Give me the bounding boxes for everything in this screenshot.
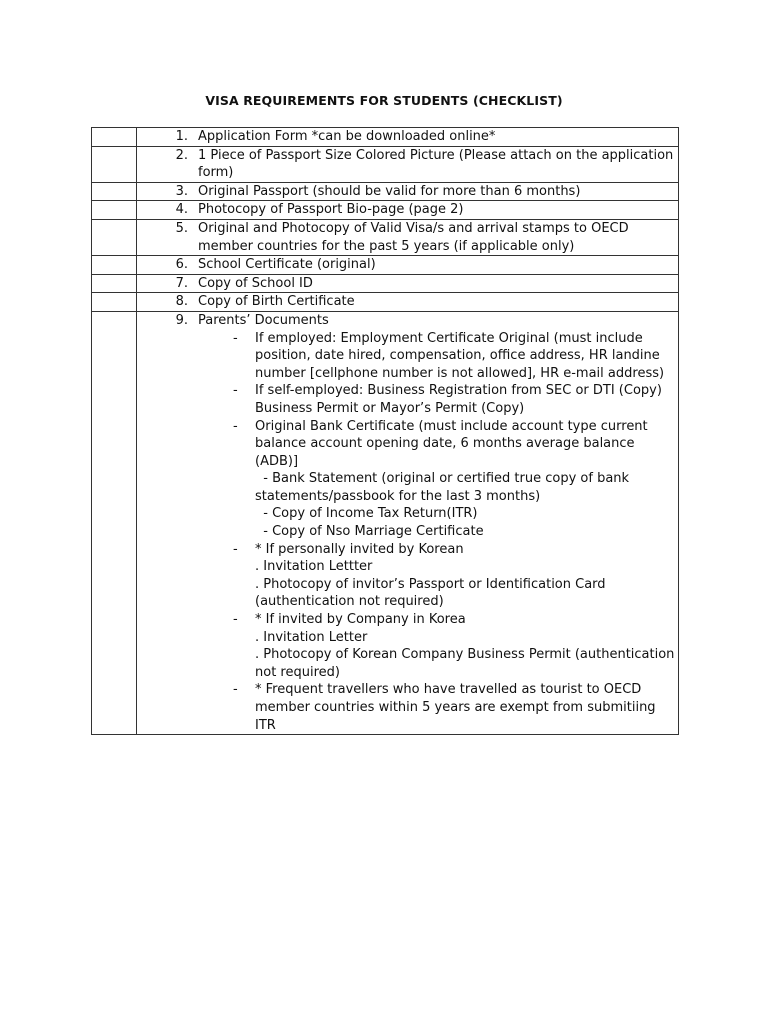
sub-item-bank-statement [137, 470, 678, 505]
item-cell [137, 128, 679, 147]
table-row [92, 293, 679, 312]
table-row [92, 274, 679, 293]
checkbox-cell[interactable] [92, 293, 137, 312]
item-number: 7. [175, 275, 188, 291]
sub-item-text: Original Bank Certificate (must include account type current balance account opening date, 6 months average balance (ADB)] [255, 418, 648, 469]
dash-bullet: - [233, 541, 238, 557]
checkbox-cell[interactable] [92, 182, 137, 201]
sub-item-invited-korean [137, 541, 678, 559]
checkbox-cell[interactable] [92, 311, 137, 734]
item-number: 8. [175, 294, 188, 310]
sub-item-text: . Photocopy of Korean Company Business Permit (authentication not required) [255, 647, 675, 680]
item-cell [137, 182, 679, 201]
sub-item-invitor-photocopy [137, 576, 678, 611]
item-text: School Certificate (original) [198, 257, 376, 273]
sub-item-text: . Photocopy of invitor’s Passport or Identification Card (authentication not required) [255, 576, 606, 610]
sub-item-text: - Bank Statement (original or certified true copy of bank statements/passbook for the last 3 months) [255, 471, 634, 504]
sub-item-text: . Invitation Letter [255, 629, 368, 645]
page-title: VISA REQUIREMENTS FOR STUDENTS (CHECKLIST) [205, 93, 563, 108]
item-number: 3. [175, 183, 188, 199]
item-number: 9. [175, 312, 188, 328]
sub-item-company-letter [137, 629, 678, 647]
item-text: Copy of Birth Certificate [198, 294, 355, 310]
sub-item-invitation-letter [137, 558, 678, 576]
sub-item-text: . Invitation Lettter [255, 559, 373, 575]
sub-item-marriage [137, 523, 678, 541]
checkbox-cell[interactable] [92, 146, 137, 182]
item-text: Application Form *can be downloaded online* [198, 129, 496, 144]
table-row [92, 256, 679, 275]
checkbox-cell[interactable] [92, 201, 137, 220]
sub-item-text: - Copy of Nso Marriage Certificate [255, 524, 484, 540]
sub-item-text: * Frequent travellers who have travelled as tourist to OECD member countries within 5 years are exempt from submitiing ITR [255, 682, 656, 733]
item-text: Original Passport (should be valid for more than 6 months) [198, 183, 581, 199]
item-number: 4. [175, 202, 188, 218]
table-row [92, 219, 679, 255]
sub-item-text: If self-employed: Business Registration from SEC or DTI (Copy) Business Permit or Mayor’s Permit (Copy) [255, 383, 662, 416]
checkbox-cell[interactable] [92, 274, 137, 293]
item-text: Parents’ Documents [198, 312, 329, 328]
dash-bullet: - [233, 682, 238, 698]
sub-item-invited-company [137, 611, 678, 629]
table-row [92, 146, 679, 182]
sub-item-company-permit [137, 646, 678, 681]
sub-item-bank [137, 418, 678, 471]
item-number: 5. [175, 220, 188, 236]
item-number: 1. [175, 129, 188, 144]
item-cell [137, 274, 679, 293]
sub-item-text: * If invited by Company in Korea [255, 612, 466, 628]
dash-bullet: - [233, 612, 238, 628]
item-cell [137, 293, 679, 312]
table-row [92, 128, 679, 147]
table-row [92, 182, 679, 201]
item-number: 2. [175, 147, 188, 163]
item-number: 6. [175, 257, 188, 273]
item-text: 1 Piece of Passport Size Colored Picture (Please attach on the application form) [198, 147, 674, 181]
checkbox-cell[interactable] [92, 256, 137, 275]
item-cell [137, 256, 679, 275]
item-cell [137, 201, 679, 220]
sub-item-text: - Copy of Income Tax Return(ITR) [255, 506, 478, 522]
table-row [92, 311, 679, 734]
sub-item-text: If employed: Employment Certificate Original (must include position, date hired, compensation, office address, HR landine number [cellphone number is not allowed], HR e-mail address) [255, 330, 665, 381]
sub-item-frequent-travellers [137, 681, 678, 734]
dash-bullet: - [233, 330, 238, 346]
sub-item-itr [137, 505, 678, 523]
dash-bullet: - [233, 418, 238, 434]
item-cell [137, 146, 679, 182]
sub-item-text: * If personally invited by Korean [255, 541, 464, 557]
sub-item-employed [137, 330, 678, 383]
item-text: Photocopy of Passport Bio-page (page 2) [198, 202, 464, 218]
item-text: Copy of School ID [198, 275, 313, 291]
dash-bullet: - [233, 383, 238, 399]
sub-item-self-employed [137, 382, 678, 417]
item-cell [137, 219, 679, 255]
checkbox-cell[interactable] [92, 128, 137, 147]
checklist-table [91, 127, 679, 735]
table-row [92, 201, 679, 220]
item-text: Original and Photocopy of Valid Visa/s and arrival stamps to OECD member countries for the past 5 years (if applicable only) [198, 220, 629, 254]
checkbox-cell[interactable] [92, 219, 137, 255]
item-cell [137, 311, 679, 734]
